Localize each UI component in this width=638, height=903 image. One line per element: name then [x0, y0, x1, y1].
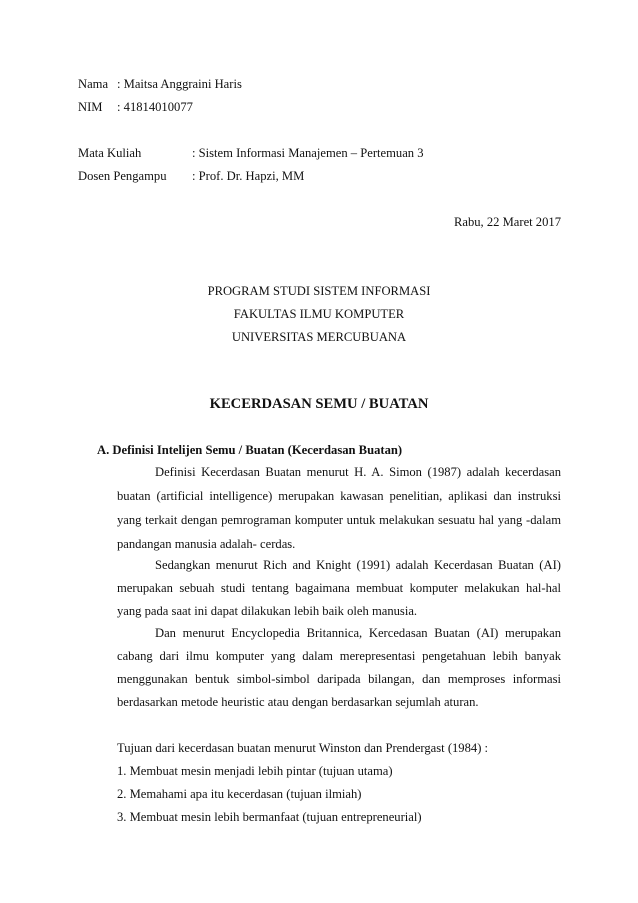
- institution-faculty: FAKULTAS ILMU KOMPUTER: [233, 307, 405, 321]
- paragraph-line: pandangan manusia adalah- cerdas.: [117, 537, 296, 551]
- dosen-label: Dosen Pengampu: [78, 169, 167, 183]
- paragraph-line: merupakan sebuah studi tentang bagaimana membuat komputer melakukan hal-hal: [117, 581, 561, 595]
- nim-label: NIM: [78, 100, 103, 114]
- paragraph-line: Sedangkan menurut Rich and Knight (1991) adalah Kecerdasan Buatan (AI): [155, 558, 561, 572]
- matkul-value: : Sistem Informasi Manajemen – Pertemuan 3: [192, 146, 424, 160]
- paragraph-line: cabang dari ilmu komputer yang dalam merepresentasi pengetahuan lebih banyak: [117, 649, 561, 663]
- paragraph-line: yang pada saat ini dapat dilakukan lebih baik oleh manusia.: [117, 604, 418, 618]
- paragraph-line: menggunakan bentuk simbol-simbol daripada bilangan, dan memproses informasi: [117, 672, 561, 686]
- page-title: KECERDASAN SEMU / BUATAN: [209, 396, 429, 412]
- nim-value: : 41814010077: [117, 100, 193, 114]
- institution-program: PROGRAM STUDI SISTEM INFORMASI: [207, 284, 431, 298]
- list-item: 3. Membuat mesin lebih bermanfaat (tujuan entrepreneurial): [117, 810, 422, 824]
- paragraph-line: Dan menurut Encyclopedia Britannica, Kercedasan Buatan (AI) merupakan: [155, 626, 561, 640]
- paragraph-line: Definisi Kecerdasan Buatan menurut H. A. Simon (1987) adalah kecerdasan: [155, 465, 561, 479]
- list-item: 1. Membuat mesin menjadi lebih pintar (tujuan utama): [117, 764, 393, 778]
- section-heading: A. Definisi Intelijen Semu / Buatan (Kecerdasan Buatan): [97, 443, 403, 457]
- institution-university: UNIVERSITAS MERCUBUANA: [231, 330, 407, 344]
- nama-value: : Maitsa Anggraini Haris: [117, 77, 242, 91]
- list-item: 2. Memahami apa itu kecerdasan (tujuan ilmiah): [117, 787, 362, 801]
- dosen-value: : Prof. Dr. Hapzi, MM: [192, 169, 305, 183]
- document-date: Rabu, 22 Maret 2017: [453, 215, 561, 229]
- paragraph-line: buatan (artificial intelligence) merupakan kawasan penelitian, aplikasi dan instruksi: [117, 489, 561, 503]
- tujuan-intro: Tujuan dari kecerdasan buatan menurut Winston dan Prendergast (1984) :: [117, 741, 489, 755]
- paragraph-line: yang terkait dengan pemrograman komputer untuk melakukan sesuatu hal yang -dalam: [117, 513, 561, 527]
- paragraph-line: berdasarkan metode heuristic atau dengan berdasarkan sejumlah aturan.: [117, 695, 479, 709]
- matkul-label: Mata Kuliah: [78, 146, 142, 160]
- nama-label: Nama: [78, 77, 109, 91]
